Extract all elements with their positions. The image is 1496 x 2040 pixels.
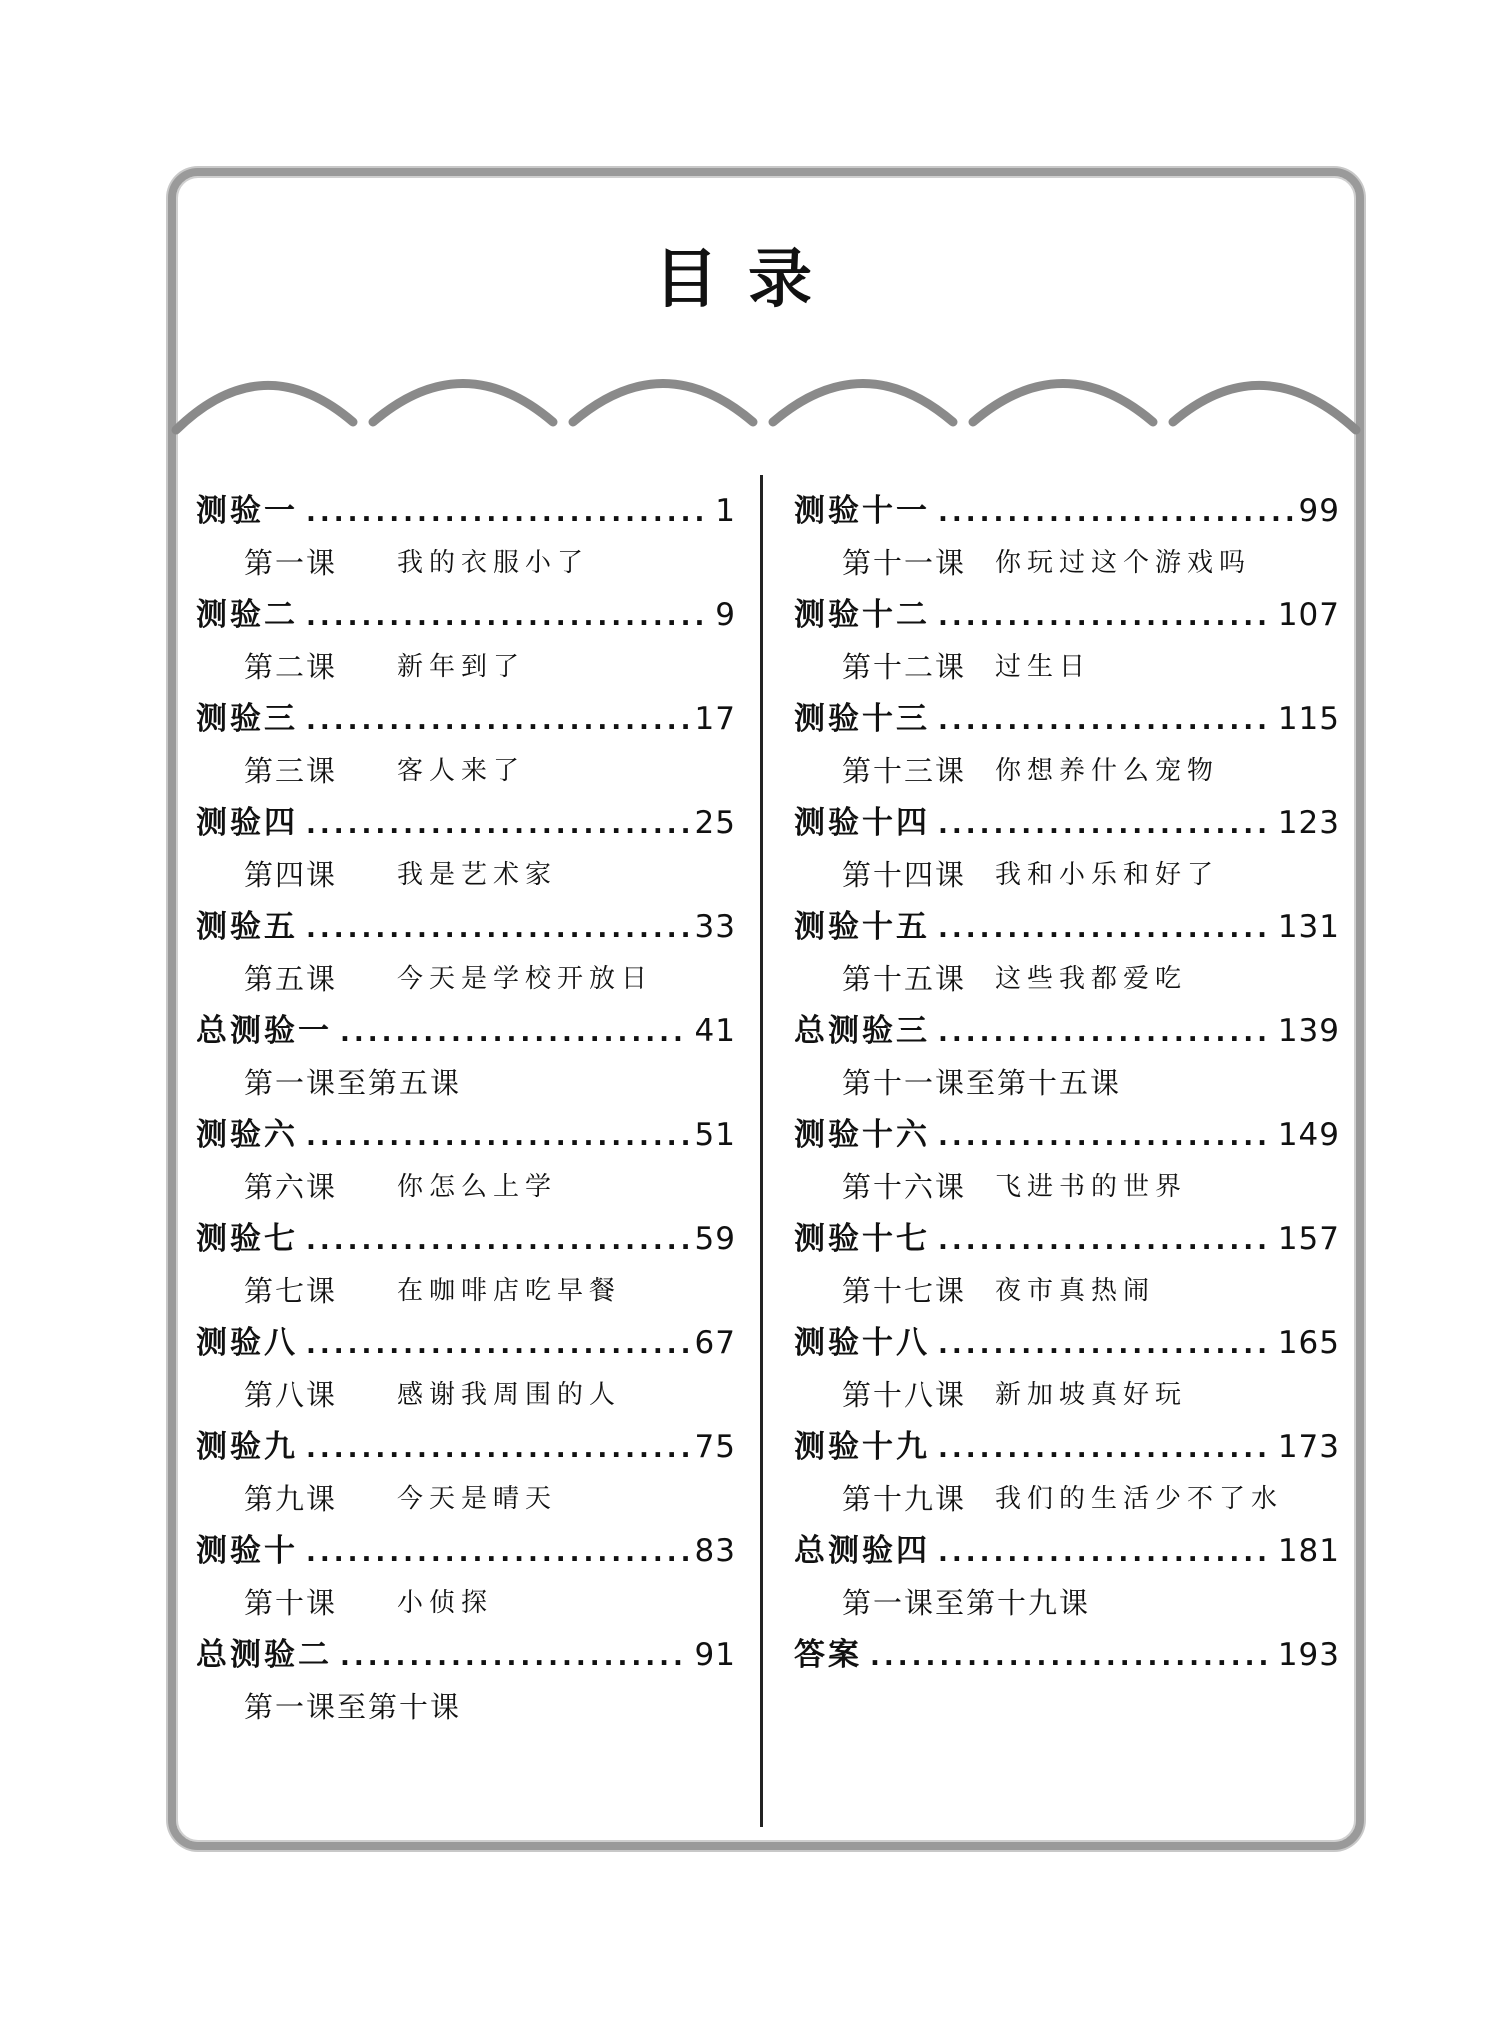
toc-entry-lesson[interactable] xyxy=(794,537,1340,589)
lesson-number: 第九课 xyxy=(244,1482,338,1516)
lesson-title: 客人来了 xyxy=(397,756,526,786)
dot-leader xyxy=(870,1631,1272,1683)
lesson-title: 新年到了 xyxy=(397,652,526,682)
lesson-title: 新加坡真好玩 xyxy=(995,1380,1188,1410)
lesson-number: 第十课 xyxy=(244,1586,338,1620)
page-number: 173 xyxy=(1277,1429,1340,1465)
toc-entry-test[interactable] xyxy=(196,1629,736,1681)
page-number: 41 xyxy=(694,1013,736,1049)
lesson-number: 第十一课 xyxy=(842,546,967,580)
dot-leader xyxy=(306,1527,689,1579)
test-name: 总测验四 xyxy=(794,1533,930,1569)
lesson-number: 第十六课 xyxy=(842,1170,967,1204)
lesson-number: 第十三课 xyxy=(842,754,967,788)
test-name: 测验十五 xyxy=(794,909,930,945)
test-name: 测验十 xyxy=(196,1533,298,1569)
toc-entry-lesson[interactable] xyxy=(794,849,1340,901)
toc-entry-lesson[interactable] xyxy=(196,1473,736,1525)
page-number: 33 xyxy=(694,909,736,945)
page-number: 157 xyxy=(1277,1221,1340,1257)
dot-leader xyxy=(938,1111,1272,1163)
lesson-number: 第一课 xyxy=(244,546,338,580)
dot-leader xyxy=(306,1215,689,1267)
page-number: 17 xyxy=(694,701,736,737)
page-number: 67 xyxy=(694,1325,736,1361)
lesson-number: 第二课 xyxy=(244,650,338,684)
lesson-title: 在咖啡店吃早餐 xyxy=(397,1276,622,1306)
toc-entry-lesson[interactable] xyxy=(794,953,1340,1005)
dot-leader xyxy=(306,799,689,851)
test-name: 测验十九 xyxy=(794,1429,930,1465)
toc-entry-test[interactable] xyxy=(794,589,1340,641)
dot-leader xyxy=(938,695,1272,747)
lesson-number: 第三课 xyxy=(244,754,338,788)
lesson-title: 今天是晴天 xyxy=(397,1484,558,1514)
lesson-number: 第十九课 xyxy=(842,1482,967,1516)
toc-entry-lesson[interactable] xyxy=(196,1265,736,1317)
test-name: 测验二 xyxy=(196,597,298,633)
toc-entry-test[interactable] xyxy=(794,901,1340,953)
dot-leader xyxy=(938,1423,1272,1475)
toc-entry-test[interactable] xyxy=(196,1317,736,1369)
lesson-title: 夜市真热闹 xyxy=(995,1276,1156,1306)
page-number: 107 xyxy=(1277,597,1340,633)
lesson-number: 第四课 xyxy=(244,858,338,892)
toc-entry-range: 第十一课至第十五课 xyxy=(842,1066,1122,1100)
page-number: 1 xyxy=(715,493,736,529)
toc-right-column xyxy=(794,485,1340,1681)
dot-leader xyxy=(938,1319,1272,1371)
page-number: 9 xyxy=(715,597,736,633)
toc-entry-lesson[interactable] xyxy=(794,641,1340,693)
dot-leader xyxy=(306,487,709,539)
toc-entry-lesson[interactable] xyxy=(794,1161,1340,1213)
dot-leader xyxy=(938,591,1272,643)
test-name: 测验十七 xyxy=(794,1221,930,1257)
dot-leader xyxy=(938,1215,1272,1267)
test-name: 测验六 xyxy=(196,1117,298,1153)
test-name: 测验九 xyxy=(196,1429,298,1465)
toc-entry-test[interactable] xyxy=(794,797,1340,849)
lesson-number: 第十七课 xyxy=(842,1274,967,1308)
page-number: 123 xyxy=(1277,805,1340,841)
dot-leader xyxy=(306,591,709,643)
dot-leader xyxy=(938,1527,1272,1579)
toc-entry-test[interactable] xyxy=(794,1005,1340,1057)
page-number: 165 xyxy=(1277,1325,1340,1361)
test-name: 测验七 xyxy=(196,1221,298,1257)
toc-entry-lesson[interactable] xyxy=(794,1369,1340,1421)
column-divider xyxy=(760,475,763,1827)
toc-entry-lesson[interactable] xyxy=(196,1161,736,1213)
toc-entry-test[interactable] xyxy=(196,1421,736,1473)
toc-entry-lesson[interactable] xyxy=(196,1577,736,1629)
page-title: 目录 xyxy=(654,243,842,317)
page-number: 131 xyxy=(1277,909,1340,945)
toc-entry-lesson[interactable] xyxy=(794,1265,1340,1317)
dot-leader xyxy=(938,903,1272,955)
toc-entry-lesson[interactable] xyxy=(196,641,736,693)
lesson-title: 你怎么上学 xyxy=(397,1172,558,1202)
toc-entry-lesson[interactable] xyxy=(794,745,1340,797)
page-number: 59 xyxy=(694,1221,736,1257)
test-name: 测验三 xyxy=(196,701,298,737)
lesson-number: 第七课 xyxy=(244,1274,338,1308)
toc-left-column xyxy=(196,485,736,1733)
lesson-title: 我和小乐和好了 xyxy=(995,860,1220,890)
lesson-title: 这些我都爱吃 xyxy=(995,964,1188,994)
toc-entry-test[interactable] xyxy=(794,1629,1340,1681)
toc-entry-test[interactable] xyxy=(794,1213,1340,1265)
toc-entry-test[interactable] xyxy=(794,693,1340,745)
dot-leader xyxy=(938,1007,1272,1059)
dot-leader xyxy=(306,1319,689,1371)
lesson-title: 我们的生活少不了水 xyxy=(995,1484,1284,1514)
lesson-title: 过生日 xyxy=(995,652,1092,682)
test-name: 总测验二 xyxy=(196,1637,332,1673)
test-name: 测验一 xyxy=(196,493,298,529)
test-name: 总测验三 xyxy=(794,1013,930,1049)
dot-leader xyxy=(340,1631,689,1683)
toc-entry-lesson[interactable] xyxy=(196,745,736,797)
test-name: 测验十四 xyxy=(794,805,930,841)
lesson-title: 我的衣服小了 xyxy=(397,548,590,578)
page-number: 75 xyxy=(694,1429,736,1465)
page-number: 139 xyxy=(1277,1013,1340,1049)
lesson-number: 第十五课 xyxy=(842,962,967,996)
page-number: 193 xyxy=(1277,1637,1340,1673)
test-name: 测验八 xyxy=(196,1325,298,1361)
toc-entry-test[interactable] xyxy=(196,797,736,849)
dot-leader xyxy=(306,903,689,955)
toc-entry-range: 第一课至第十九课 xyxy=(842,1586,1091,1620)
toc-entry-test[interactable] xyxy=(794,1317,1340,1369)
dot-leader xyxy=(340,1007,689,1059)
toc-entry-lesson[interactable] xyxy=(196,849,736,901)
page-number: 181 xyxy=(1277,1533,1340,1569)
toc-entry-lesson[interactable] xyxy=(196,537,736,589)
lesson-title: 小侦探 xyxy=(397,1588,494,1618)
test-name: 总测验一 xyxy=(196,1013,332,1049)
page-number: 115 xyxy=(1277,701,1340,737)
toc-entry-test[interactable] xyxy=(794,1525,1340,1577)
toc-entry-test[interactable] xyxy=(196,1525,736,1577)
dot-leader xyxy=(938,799,1272,851)
toc-entry-range: 第一课至第五课 xyxy=(244,1066,462,1100)
test-name: 测验四 xyxy=(196,805,298,841)
test-name: 测验十二 xyxy=(794,597,930,633)
toc-entry-test[interactable] xyxy=(794,1109,1340,1161)
page-number: 25 xyxy=(694,805,736,841)
page-number: 99 xyxy=(1298,493,1340,529)
lesson-title: 你想养什么宠物 xyxy=(995,756,1220,786)
lesson-number: 第六课 xyxy=(244,1170,338,1204)
test-name: 测验十八 xyxy=(794,1325,930,1361)
toc-entry-test[interactable] xyxy=(196,1213,736,1265)
toc-entry-test[interactable] xyxy=(794,485,1340,537)
lesson-number: 第八课 xyxy=(244,1378,338,1412)
test-name: 测验十三 xyxy=(794,701,930,737)
page-number: 91 xyxy=(694,1637,736,1673)
toc-entry-test[interactable] xyxy=(196,1005,736,1057)
test-name: 测验五 xyxy=(196,909,298,945)
lesson-title: 今天是学校开放日 xyxy=(397,964,654,994)
lesson-title: 感谢我周围的人 xyxy=(397,1380,622,1410)
toc-entry-lesson[interactable] xyxy=(196,953,736,1005)
toc-entry-lesson[interactable] xyxy=(196,1369,736,1421)
lesson-number: 第十八课 xyxy=(842,1378,967,1412)
lesson-title: 你玩过这个游戏吗 xyxy=(995,548,1252,578)
dot-leader xyxy=(306,1111,689,1163)
lesson-number: 第十四课 xyxy=(842,858,967,892)
toc-entry-test[interactable] xyxy=(196,901,736,953)
toc-entry-test[interactable] xyxy=(196,589,736,641)
test-name: 答案 xyxy=(794,1637,862,1673)
page-number: 83 xyxy=(694,1533,736,1569)
dot-leader xyxy=(306,1423,689,1475)
scallop-decoration xyxy=(168,360,1364,450)
toc-entry-test[interactable] xyxy=(794,1421,1340,1473)
test-name: 测验十六 xyxy=(794,1117,930,1153)
lesson-number: 第五课 xyxy=(244,962,338,996)
dot-leader xyxy=(306,695,689,747)
toc-entry-range: 第一课至第十课 xyxy=(244,1690,462,1724)
lesson-title: 飞进书的世界 xyxy=(995,1172,1188,1202)
lesson-title: 我是艺术家 xyxy=(397,860,558,890)
toc-entry-test[interactable] xyxy=(196,485,736,537)
page-number: 51 xyxy=(694,1117,736,1153)
toc-entry-test[interactable] xyxy=(196,1109,736,1161)
toc-entry-lesson[interactable] xyxy=(794,1473,1340,1525)
test-name: 测验十一 xyxy=(794,493,930,529)
dot-leader xyxy=(938,487,1293,539)
toc-entry-test[interactable] xyxy=(196,693,736,745)
lesson-number: 第十二课 xyxy=(842,650,967,684)
page-number: 149 xyxy=(1277,1117,1340,1153)
